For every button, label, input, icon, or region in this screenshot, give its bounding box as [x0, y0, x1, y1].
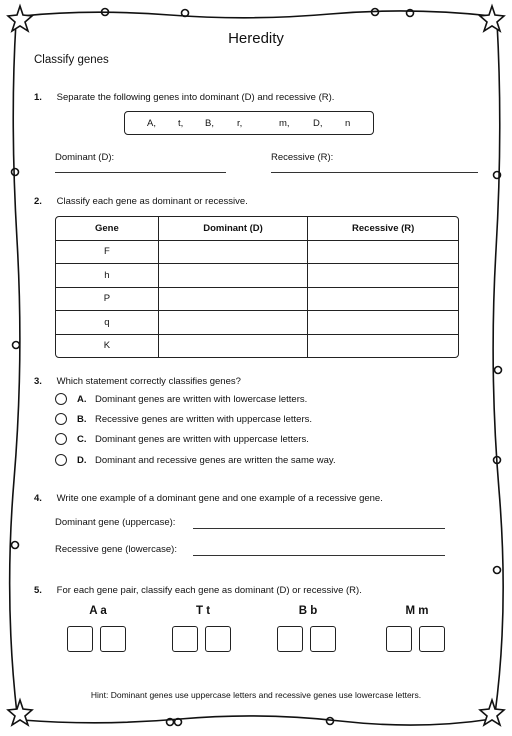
question-number: 3.: [34, 376, 42, 387]
table-header: Dominant (D): [159, 217, 309, 241]
option-c: [77, 434, 309, 445]
dominant-answer-cell[interactable]: [159, 241, 309, 265]
option-letter: C.: [77, 434, 87, 445]
pair-answer-box[interactable]: [205, 626, 231, 652]
pair-answer-box[interactable]: [172, 626, 198, 652]
table-row: [56, 241, 458, 265]
question-number: 5.: [34, 585, 42, 596]
table-row: [56, 288, 458, 312]
table-row: [56, 335, 458, 358]
question-text: Which statement correctly classifies genes?: [56, 376, 241, 387]
option-letter: B.: [77, 414, 87, 425]
option-d: [77, 455, 336, 466]
pair-answer-box[interactable]: [419, 626, 445, 652]
question-text: Separate the following genes into dominant (D) and recessive (R).: [56, 92, 335, 103]
question-number: 4.: [34, 493, 42, 504]
gene-item: r,: [237, 118, 243, 129]
page-subtitle: Classify genes: [34, 54, 109, 66]
gene-cell: F: [56, 241, 159, 265]
question-2: [34, 196, 248, 207]
dominant-answer-cell[interactable]: [159, 335, 309, 358]
gene-cell: h: [56, 264, 159, 288]
recessive-answer-cell[interactable]: [308, 241, 458, 265]
question-number: 1.: [34, 92, 42, 103]
gene-pair-label: T t: [195, 605, 211, 617]
page-title: Heredity: [228, 30, 284, 47]
gene-item: n: [345, 118, 351, 129]
table-header-row: [56, 217, 458, 241]
question-3: [34, 376, 241, 387]
dominant-answer-cell[interactable]: [159, 311, 309, 335]
option-text: Dominant genes are written with lowercase letters.: [95, 394, 308, 405]
table-header: Recessive (R): [308, 217, 458, 241]
question-text: Write one example of a dominant gene and one example of a recessive gene.: [56, 493, 383, 504]
gene-pair-label: M m: [405, 605, 429, 617]
gene-pair-label: A a: [89, 605, 107, 617]
table-header: Gene: [56, 217, 159, 241]
recessive-answer-cell[interactable]: [308, 335, 458, 358]
question-5: [34, 585, 362, 596]
gene-item: A,: [147, 118, 156, 129]
gene-pair-label: B b: [298, 605, 318, 617]
recessive-gene-answer-line[interactable]: [193, 555, 445, 556]
dominant-gene-answer-line[interactable]: [193, 528, 445, 529]
gene-classification-table: [55, 216, 459, 358]
gene-cell: P: [56, 288, 159, 312]
dominant-answer-line[interactable]: [55, 172, 226, 173]
gene-item: m,: [279, 118, 290, 129]
pair-answer-box[interactable]: [310, 626, 336, 652]
recessive-answer-cell[interactable]: [308, 288, 458, 312]
pair-answer-box[interactable]: [386, 626, 412, 652]
dominant-answer-cell[interactable]: [159, 264, 309, 288]
dominant-label: Dominant (D):: [55, 152, 115, 163]
option-letter: D.: [77, 455, 87, 466]
pair-answer-box[interactable]: [67, 626, 93, 652]
gene-cell: K: [56, 335, 159, 358]
gene-cell: q: [56, 311, 159, 335]
recessive-answer-cell[interactable]: [308, 264, 458, 288]
option-b-radio[interactable]: [55, 413, 67, 425]
recessive-label: Recessive (R):: [271, 152, 334, 163]
pair-answer-box[interactable]: [277, 626, 303, 652]
question-number: 2.: [34, 196, 42, 207]
question-text: For each gene pair, classify each gene as dominant (D) or recessive (R).: [56, 585, 362, 596]
option-d-radio[interactable]: [55, 454, 67, 466]
gene-item: B,: [205, 118, 214, 129]
recessive-answer-line[interactable]: [271, 172, 478, 173]
gene-list-box: [124, 111, 374, 135]
dominant-gene-label: Dominant gene (uppercase):: [55, 517, 176, 528]
gene-item: D,: [313, 118, 323, 129]
table-row: [56, 311, 458, 335]
option-a: [77, 394, 307, 405]
option-a-radio[interactable]: [55, 393, 67, 405]
hint-text: Hint: Dominant genes use uppercase letters and recessive genes use lowercase letters.: [90, 690, 422, 700]
option-letter: A.: [77, 394, 87, 405]
option-b: [77, 414, 312, 425]
option-text: Dominant genes are written with uppercase letters.: [95, 434, 309, 445]
dominant-answer-cell[interactable]: [159, 288, 309, 312]
option-c-radio[interactable]: [55, 433, 67, 445]
pair-answer-box[interactable]: [100, 626, 126, 652]
gene-item: t,: [178, 118, 184, 129]
option-text: Recessive genes are written with uppercase letters.: [95, 414, 313, 425]
question-4: [34, 493, 383, 504]
option-text: Dominant and recessive genes are written the same way.: [95, 455, 336, 466]
table-row: [56, 264, 458, 288]
question-1: [34, 92, 334, 103]
recessive-gene-label: Recessive gene (lowercase):: [55, 544, 177, 555]
recessive-answer-cell[interactable]: [308, 311, 458, 335]
question-text: Classify each gene as dominant or recessive.: [56, 196, 248, 207]
